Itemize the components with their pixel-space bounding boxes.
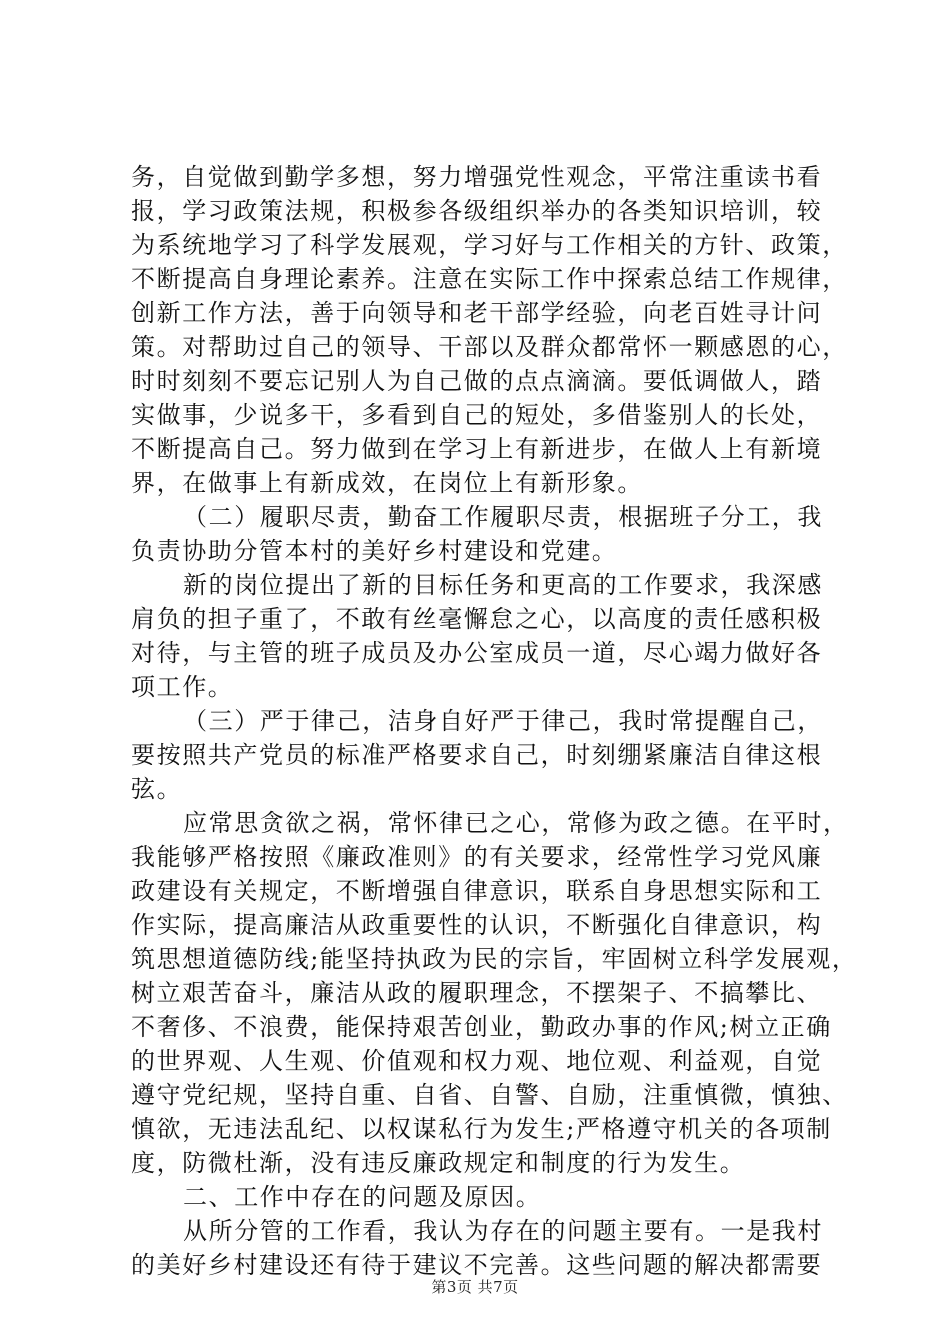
text-line: 策。对帮助过自己的领导、干部以及群众都常怀一颗感恩的心， <box>131 333 848 361</box>
text-line: 务，自觉做到勤学多想，努力增强党性观念，平常注重读书看 <box>131 163 823 191</box>
text-line: 肩负的担子重了，不敢有丝毫懈怠之心，以高度的责任感积极 <box>131 605 823 633</box>
text-line: 要按照共产党员的标准严格要求自己，时刻绷紧廉洁自律这根 <box>131 741 823 769</box>
text-line: 度，防微杜渐，没有违反廉政规定和制度的行为发生。 <box>131 1149 746 1177</box>
text-line: 慎欲，无违法乱纪、以权谋私行为发生;严格遵守机关的各项制 <box>131 1115 832 1143</box>
text-line: 树立艰苦奋斗，廉洁从政的履职理念，不摆架子、不搞攀比、 <box>131 979 823 1007</box>
text-line: 筑思想道德防线;能坚持执政为民的宗旨，牢固树立科学发展观， <box>131 945 858 973</box>
text-line: 新的岗位提出了新的目标任务和更高的工作要求，我深感 <box>183 571 823 599</box>
text-line: 对待，与主管的班子成员及办公室成员一道，尽心竭力做好各 <box>131 639 823 667</box>
text-line: 报，学习政策法规，积极参各级组织举办的各类知识培训，较 <box>131 197 823 225</box>
text-line: 不奢侈、不浪费，能保持艰苦创业，勤政办事的作风;树立正确 <box>131 1013 832 1041</box>
text-line: 时时刻刻不要忘记别人为自己做的点点滴滴。要低调做人，踏 <box>131 367 823 395</box>
text-line: 实做事，少说多干，多看到自己的短处，多借鉴别人的长处， <box>131 401 823 429</box>
text-line: 不断提高自身理论素养。注意在实际工作中探索总结工作规律， <box>131 265 848 293</box>
document-body <box>131 160 858 1282</box>
text-line: 作实际，提高廉洁从政重要性的认识，不断强化自律意识，构 <box>131 911 823 939</box>
text-line: 的世界观、人生观、价值观和权力观、地位观、利益观，自觉 <box>131 1047 823 1075</box>
page-footer: 第3页 共7页 <box>431 1278 519 1296</box>
text-line: 政建设有关规定，不断增强自律意识，联系自身思想实际和工 <box>131 877 823 905</box>
text-line: 应常思贪欲之祸，常怀律已之心，常修为政之德。在平时， <box>183 809 849 837</box>
text-line: （三）严于律己，洁身自好严于律己，我时常提醒自己， <box>183 707 823 735</box>
text-line: 负责协助分管本村的美好乡村建设和党建。 <box>131 537 618 565</box>
text-line: 不断提高自己。努力做到在学习上有新进步，在做人上有新境 <box>131 435 823 463</box>
text-line: 二、工作中存在的问题及原因。 <box>183 1183 542 1211</box>
text-line: 创新工作方法，善于向领导和老干部学经验，向老百姓寻计问 <box>131 299 823 327</box>
text-line: 界，在做事上有新成效，在岗位上有新形象。 <box>131 469 643 497</box>
text-line: 为系统地学习了科学发展观，学习好与工作相关的方针、政策， <box>131 231 848 259</box>
text-line: 遵守党纪规，坚持自重、自省、自警、自励，注重慎微，慎独、 <box>131 1081 848 1109</box>
text-line: 弦。 <box>131 775 183 803</box>
text-line: 的美好乡村建设还有待于建议不完善。这些问题的解决都需要 <box>131 1251 823 1279</box>
text-line: 从所分管的工作看，我认为存在的问题主要有。一是我村 <box>183 1217 823 1245</box>
text-line: 我能够严格按照《廉政准则》的有关要求，经常性学习党风廉 <box>131 843 823 871</box>
text-line: （二）履职尽责，勤奋工作履职尽责，根据班子分工，我 <box>183 503 823 531</box>
text-line: 项工作。 <box>131 673 234 701</box>
